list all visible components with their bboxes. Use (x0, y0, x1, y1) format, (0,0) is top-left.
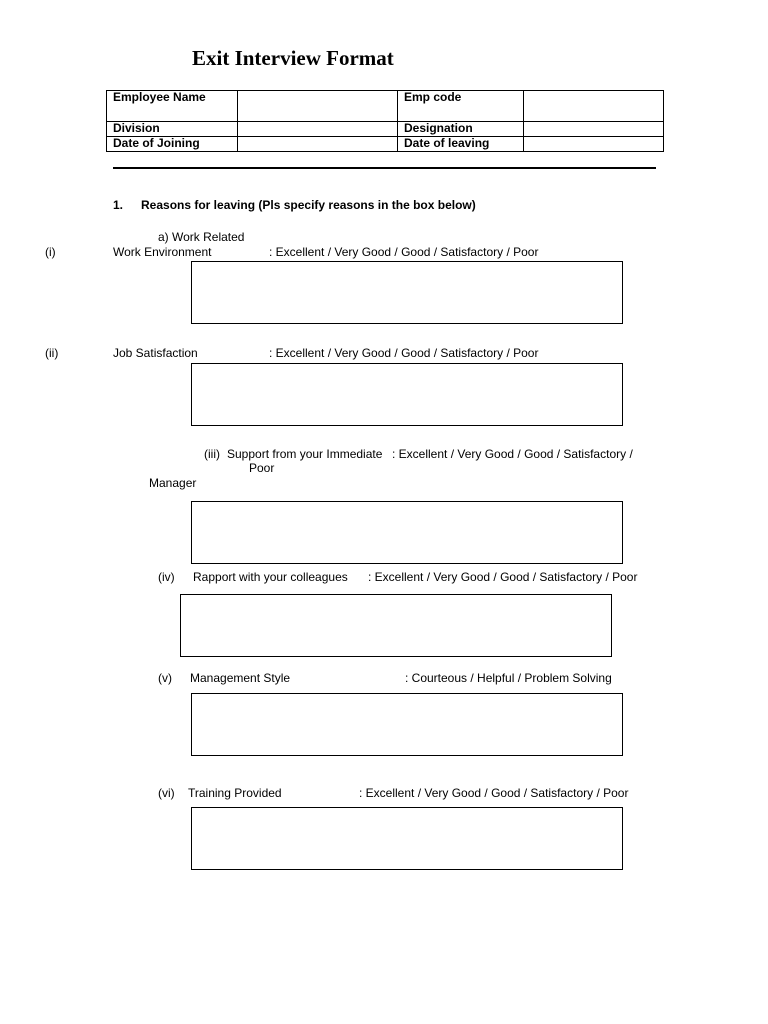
answer-box-management-style[interactable] (191, 693, 623, 756)
answer-box-colleague-rapport[interactable] (180, 594, 612, 657)
rating-scale-manager-support: : Excellent / Very Good / Good / Satisfactory / (392, 447, 633, 461)
item-label-job-satisfaction: Job Satisfaction (113, 346, 198, 360)
emp-code-label: Emp code (398, 91, 524, 122)
answer-box-manager-support[interactable] (191, 501, 623, 564)
section-number: 1. (113, 198, 124, 212)
horizontal-divider (113, 167, 656, 169)
item-label-work-environment: Work Environment (113, 245, 212, 259)
date-of-leaving-label: Date of leaving (398, 137, 524, 152)
rating-scale-colleague-rapport: : Excellent / Very Good / Good / Satisfactory / Poor (368, 570, 638, 584)
item-label-manager-support: Support from your Immediate (227, 447, 383, 461)
employee-name-field[interactable] (238, 91, 398, 122)
division-label: Division (107, 122, 238, 137)
rating-scale-job-satisfaction: : Excellent / Very Good / Good / Satisfactory / Poor (269, 346, 539, 360)
item-number-iv: (iv) (158, 570, 175, 584)
item-number-i: (i) (45, 245, 56, 259)
answer-box-job-satisfaction[interactable] (191, 363, 623, 426)
rating-scale-manager-support-cont: Poor (249, 461, 275, 475)
item-label-management-style: Management Style (190, 671, 291, 685)
item-number-iii: (iii) (204, 447, 220, 461)
division-field[interactable] (238, 122, 398, 137)
item-label-colleague-rapport: Rapport with your colleagues (193, 570, 348, 584)
employee-info-table (106, 90, 664, 152)
subsection-work-related: a) Work Related (158, 230, 245, 244)
date-of-leaving-field[interactable] (524, 137, 664, 152)
employee-name-label: Employee Name (107, 91, 238, 122)
answer-box-training-provided[interactable] (191, 807, 623, 870)
emp-code-field[interactable] (524, 91, 664, 122)
section-heading: Reasons for leaving (Pls specify reasons in the box below) (141, 198, 476, 212)
item-number-vi: (vi) (158, 786, 175, 800)
item-number-ii: (ii) (45, 346, 59, 360)
rating-scale-management-style: : Courteous / Helpful / Problem Solving (405, 671, 612, 685)
date-of-joining-field[interactable] (238, 137, 398, 152)
date-of-joining-label: Date of Joining (107, 137, 238, 152)
item-label-manager-support-cont: Manager (149, 476, 197, 490)
designation-label: Designation (398, 122, 524, 137)
answer-box-work-environment[interactable] (191, 261, 623, 324)
document-title: Exit Interview Format (192, 46, 394, 70)
item-number-v: (v) (158, 671, 172, 685)
rating-scale-work-environment: : Excellent / Very Good / Good / Satisfactory / Poor (269, 245, 539, 259)
designation-field[interactable] (524, 122, 664, 137)
item-label-training-provided: Training Provided (188, 786, 282, 800)
rating-scale-training-provided: : Excellent / Very Good / Good / Satisfactory / Poor (359, 786, 629, 800)
